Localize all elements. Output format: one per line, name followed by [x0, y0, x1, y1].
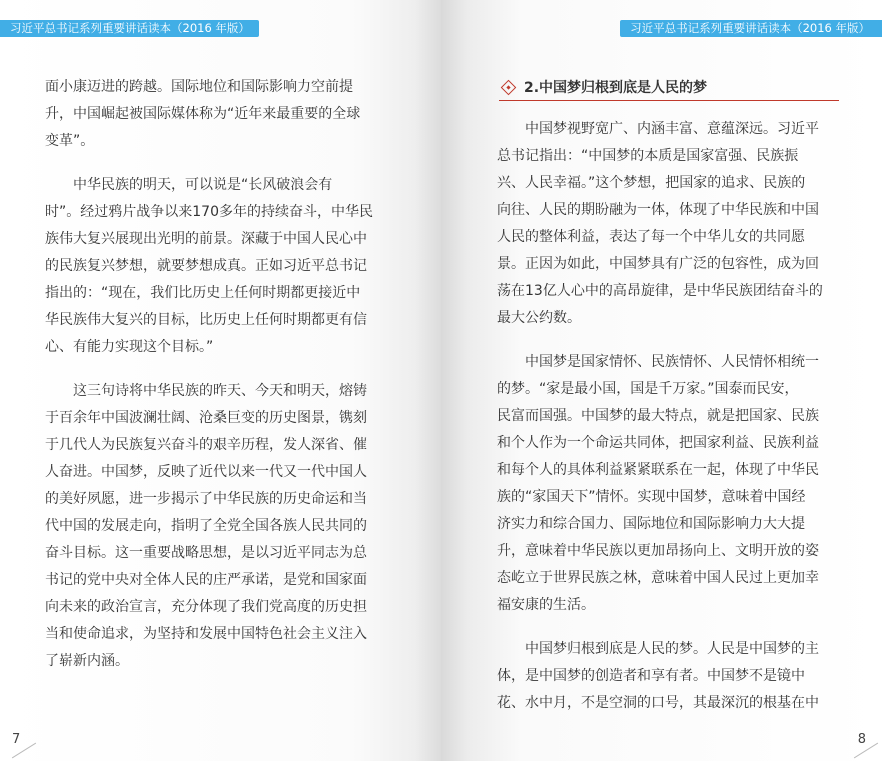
paragraph: [45, 172, 390, 361]
text-line: 人奋进。中国梦，反映了近代以来一代又一代中国人: [45, 464, 367, 480]
text-line: 升，中国崛起被国际媒体称为“近年来最重要的全球: [45, 106, 361, 122]
text-line: 这三句诗将中华民族的昨天、今天和明天，熔铸: [45, 383, 367, 399]
text-line: 的梦。“家是最小国，国是千万家。”国泰而民安，: [497, 381, 799, 397]
text-line: 奋斗目标。这一重要战略思想，是以习近平同志为总: [45, 545, 367, 561]
text-line: 荡在13亿人心中的高昂旋律，是中华民族团结奋斗的: [497, 283, 823, 299]
text-line: 代中国的发展走向，指明了全党全国各族人民共同的: [45, 518, 367, 534]
text-line: 于几代人为民族复兴奋斗的艰辛历程，发人深省、催: [45, 437, 367, 453]
left-page-content: [45, 74, 390, 692]
paragraph: [497, 349, 842, 619]
text-line: 花、水中月，不是空洞的口号，其最深沉的根基在中: [497, 695, 819, 711]
diamond-bullet-icon: [501, 79, 517, 95]
text-line: 和个人作为一个命运共同体，把国家利益、民族利益: [497, 435, 819, 451]
right-page-content: [497, 116, 842, 734]
text-line: 的美好夙愿，进一步揭示了中华民族的历史命运和当: [45, 491, 367, 507]
text-line: 济实力和综合国力、国际地位和国际影响力大大提: [497, 516, 805, 532]
text-line: 了崭新内涵。: [45, 653, 129, 669]
text-line: 中国梦是国家情怀、民族情怀、人民情怀相统一: [497, 354, 819, 370]
text-line: 书记的党中央对全体人民的庄严承诺，是党和国家面: [45, 572, 367, 588]
text-line: 当和使命追求，为坚持和发展中国特色社会主义注入: [45, 626, 367, 642]
text-line: 面小康迈进的跨越。国际地位和国际影响力空前提: [45, 79, 353, 95]
text-line: 态屹立于世界民族之林，意味着中国人民过上更加幸: [497, 570, 819, 586]
text-line: 中国梦视野宽广、内涵丰富、意蕴深远。习近平: [497, 121, 819, 137]
text-line: 人民的整体利益，表达了每一个中华儿女的共同愿: [497, 229, 805, 245]
text-line: 和每个人的具体利益紧紧联系在一起，体现了中华民: [497, 462, 819, 478]
text-line: 指出的：“现在，我们比历史上任何时期都更接近中: [45, 285, 361, 301]
text-line: 族伟大复兴展现出光明的前景。深藏于中国人民心中: [45, 231, 367, 247]
text-line: 景。正因为如此，中国梦具有广泛的包容性，成为回: [497, 256, 819, 272]
text-line: 中国梦归根到底是人民的梦。人民是中国梦的主: [497, 641, 819, 657]
section-heading: [499, 78, 839, 101]
text-line: 总书记指出：“中国梦的本质是国家富强、民族振: [497, 148, 799, 164]
text-line: 升，意味着中华民族以更加昂扬向上、文明开放的姿: [497, 543, 819, 559]
text-line: 华民族伟大复兴的目标，比历史上任何时期都更有信: [45, 312, 367, 328]
text-line: 兴、人民幸福。”这个梦想，把国家的追求、民族的: [497, 175, 806, 191]
text-line: 族的“家国天下”情怀。实现中国梦，意味着中国经: [497, 489, 806, 505]
text-line: 体，是中国梦的创造者和享有者。中国梦不是镜中: [497, 668, 805, 684]
paragraph: [45, 74, 390, 155]
text-line: 民富而国强。中国梦的最大特点，就是把国家、民族: [497, 408, 819, 424]
text-line: 变革”。: [45, 133, 95, 149]
text-line: 向往、人民的期盼融为一体，体现了中华民族和中国: [497, 202, 819, 218]
text-line: 福安康的生活。: [497, 597, 595, 613]
text-line: 心、有能力实现这个目标。”: [45, 339, 214, 355]
text-line: 的民族复兴梦想，就要梦想成真。正如习近平总书记: [45, 258, 367, 274]
paragraph: [45, 378, 390, 675]
left-header-tag: 习近平总书记系列重要讲话读本（2016 年版）: [0, 20, 259, 37]
text-line: 最大公约数。: [497, 310, 581, 326]
text-line: 向未来的政治宣言，充分体现了我们党高度的历史担: [45, 599, 367, 615]
left-page-number: 7: [12, 732, 21, 747]
paragraph: [497, 116, 842, 332]
text-line: 时”。经过鸦片战争以来170多年的持续奋斗，中华民: [45, 204, 373, 220]
text-line: 于百余年中国波澜壮阔、沧桑巨变的历史图景，镌刻: [45, 410, 367, 426]
paragraph: [497, 636, 842, 717]
right-header-tag: 习近平总书记系列重要讲话读本（2016 年版）: [620, 20, 882, 37]
right-page: [441, 0, 882, 761]
section-title: 2.中国梦归根到底是人民的梦: [524, 80, 708, 96]
text-line: 中华民族的明天，可以说是“长风破浪会有: [45, 177, 333, 193]
right-page-number: 8: [857, 732, 866, 747]
